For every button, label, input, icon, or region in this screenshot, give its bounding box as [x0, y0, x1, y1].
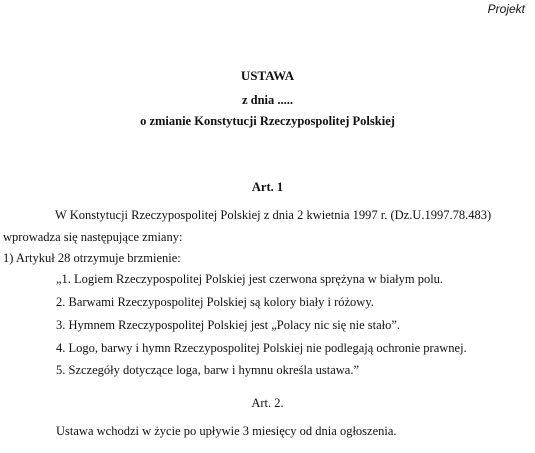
article-1-heading: Art. 1	[251, 180, 284, 194]
article-1-intro-line-1: W Konstytucji Rzeczypospolitej Polskiej z dnia 2 kwietnia 1997 r. (Dz.U.1997.78.483)	[55, 208, 492, 222]
list-item: 5. Szczegóły dotyczące loga, barw i hymnu określa ustawa.”	[56, 363, 360, 377]
date-line: z dnia .....	[241, 93, 294, 107]
article-1-change-1: 1) Artykuł 28 otrzymuje brzmienie:	[3, 251, 181, 265]
list-item: 4. Logo, barwy i hymn Rzeczypospolitej Polskiej nie podlegają ochronie prawnej.	[56, 341, 467, 355]
article-2-text: Ustawa wchodzi w życie po upływie 3 miesięcy od dnia ogłoszenia.	[56, 424, 397, 438]
list-item: 3. Hymnem Rzeczypospolitej Polskiej jest „Polacy nic się nie stało”.	[56, 318, 401, 332]
document-title: USTAWA	[240, 68, 295, 83]
draft-label: Projekt	[487, 2, 525, 16]
article-1-intro-line-2: wprowadza się następujące zmiany:	[3, 230, 183, 244]
list-item: 2. Barwami Rzeczypospolitej Polskiej są kolory biały i różowy.	[56, 295, 374, 309]
document-subject: o zmianie Konstytucji Rzeczypospolitej Polskiej	[140, 114, 395, 128]
article-2-heading: Art. 2.	[251, 396, 284, 410]
list-item: „1. Logiem Rzeczypospolitej Polskiej jest czerwona sprężyna w białym polu.	[56, 272, 444, 286]
